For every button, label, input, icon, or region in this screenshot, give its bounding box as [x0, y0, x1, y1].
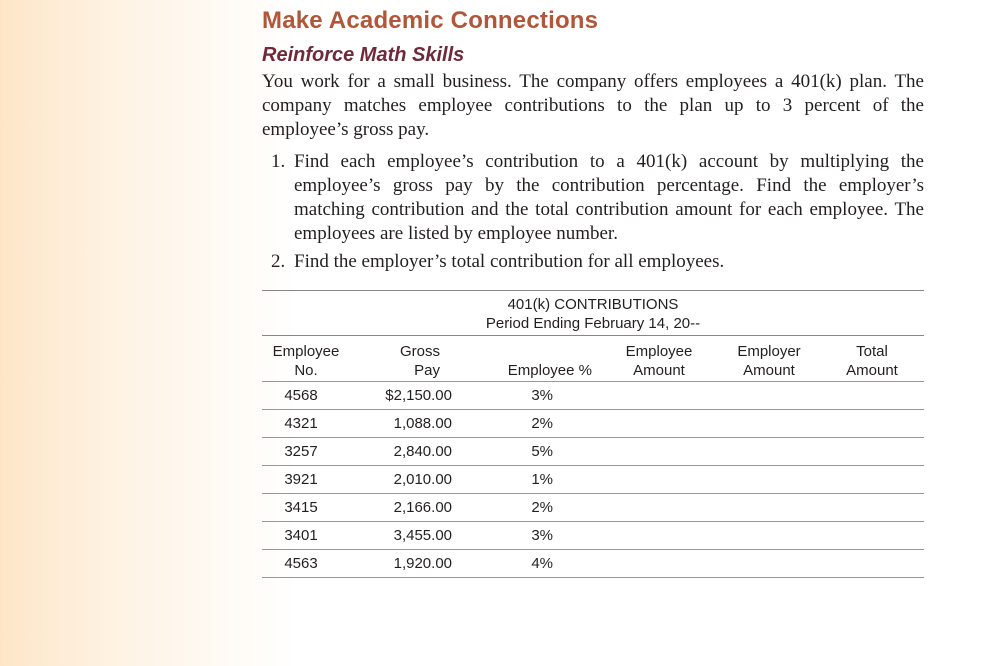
section-subtitle: Reinforce Math Skills: [262, 44, 465, 66]
list-item: [262, 150, 924, 246]
column-header-line: Total: [856, 343, 888, 360]
table-cell: [718, 550, 820, 577]
column-header: [718, 342, 820, 380]
table-cell: [600, 466, 718, 493]
intro-paragraph: You work for a small business. The company offers employees a 401(k) plan. The company matches employee contributions to the plan up to 3 percent of the employee’s gross pay.: [262, 71, 924, 140]
step-number: 1.: [271, 151, 286, 172]
table-cell: [600, 494, 718, 521]
table-cell: 1,088.00: [393, 415, 452, 432]
column-header-line: Gross: [399, 343, 440, 360]
column-header-line: Amount: [633, 362, 685, 379]
table-cell: 4563: [284, 555, 318, 572]
column-header: [820, 342, 924, 380]
table-cell: [820, 522, 924, 549]
table-cell: [600, 410, 718, 437]
column-header-line: Pay: [414, 362, 440, 379]
table-cell: 1,920.00: [393, 555, 452, 572]
table-cell: 2,010.00: [393, 471, 452, 488]
table-cell: 3%: [531, 527, 553, 544]
table-cell: 3257: [284, 443, 318, 460]
column-header-line: Employee: [625, 343, 693, 360]
table-cell: [718, 466, 820, 493]
table-cell: [820, 410, 924, 437]
table-row: [262, 382, 924, 410]
table-cell: [718, 522, 820, 549]
table-cell: 5%: [531, 443, 553, 460]
table-cell: 4%: [531, 555, 553, 572]
table-cell: 2%: [531, 499, 553, 516]
section-title: Make Academic Connections: [262, 7, 599, 34]
table-subtitle: Period Ending February 14, 20--: [485, 315, 701, 332]
column-header-line: Amount: [743, 362, 795, 379]
table-title: 401(k) CONTRIBUTIONS: [507, 296, 679, 313]
table-row: [262, 466, 924, 494]
table-body: [262, 382, 924, 578]
table-header: [262, 336, 924, 382]
table-cell: 2,840.00: [393, 443, 452, 460]
table-cell: [820, 494, 924, 521]
table-cell: 3415: [284, 499, 318, 516]
table-cell: [600, 438, 718, 465]
contributions-table: [262, 290, 924, 578]
table-row: [262, 438, 924, 466]
column-header: [262, 342, 350, 380]
column-header-line: Employee %: [507, 362, 592, 379]
table-row: [262, 550, 924, 578]
table-cell: 3,455.00: [393, 527, 452, 544]
column-header: [460, 342, 600, 380]
table-row: [262, 410, 924, 438]
table-cell: 3921: [284, 471, 318, 488]
table-caption: [262, 290, 924, 336]
table-cell: [600, 382, 718, 409]
table-cell: [820, 382, 924, 409]
table-row: [262, 522, 924, 550]
content: [262, 4, 924, 278]
table-cell: 2%: [531, 415, 553, 432]
column-header-line: Employer: [737, 343, 801, 360]
column-header: [350, 342, 460, 380]
table-cell: [718, 438, 820, 465]
table-cell: [820, 466, 924, 493]
table-cell: [718, 494, 820, 521]
steps-list: [262, 150, 924, 274]
table-cell: [820, 438, 924, 465]
table-cell: 3%: [531, 387, 553, 404]
step-text: Find the employer’s total contribution for all employees.: [294, 251, 725, 272]
table-cell: [718, 382, 820, 409]
table-cell: [600, 550, 718, 577]
table-cell: 2,166.00: [393, 499, 452, 516]
column-header-line: Amount: [846, 362, 898, 379]
table-cell: 4568: [284, 387, 318, 404]
list-item: [262, 250, 924, 274]
table-row: [262, 494, 924, 522]
column-header-line: [460, 342, 592, 361]
table-cell: 3401: [284, 527, 318, 544]
table-cell: 4321: [284, 415, 318, 432]
column-header: [600, 342, 718, 380]
table-cell: $2,150.00: [385, 387, 452, 404]
table-cell: [820, 550, 924, 577]
step-text: Find each employee’s contribution to a 401(k) account by multiplying the employee’s gross pay by the contribution percentage. Find the employer’s matching contribution and the total contribution amount for each employee. The employees are listed by employee number.: [294, 151, 924, 244]
table-cell: 1%: [531, 471, 553, 488]
table-cell: [718, 410, 820, 437]
column-header-line: No.: [294, 362, 318, 379]
table-cell: [600, 522, 718, 549]
step-number: 2.: [271, 251, 286, 272]
column-header-line: Employee: [272, 343, 340, 360]
